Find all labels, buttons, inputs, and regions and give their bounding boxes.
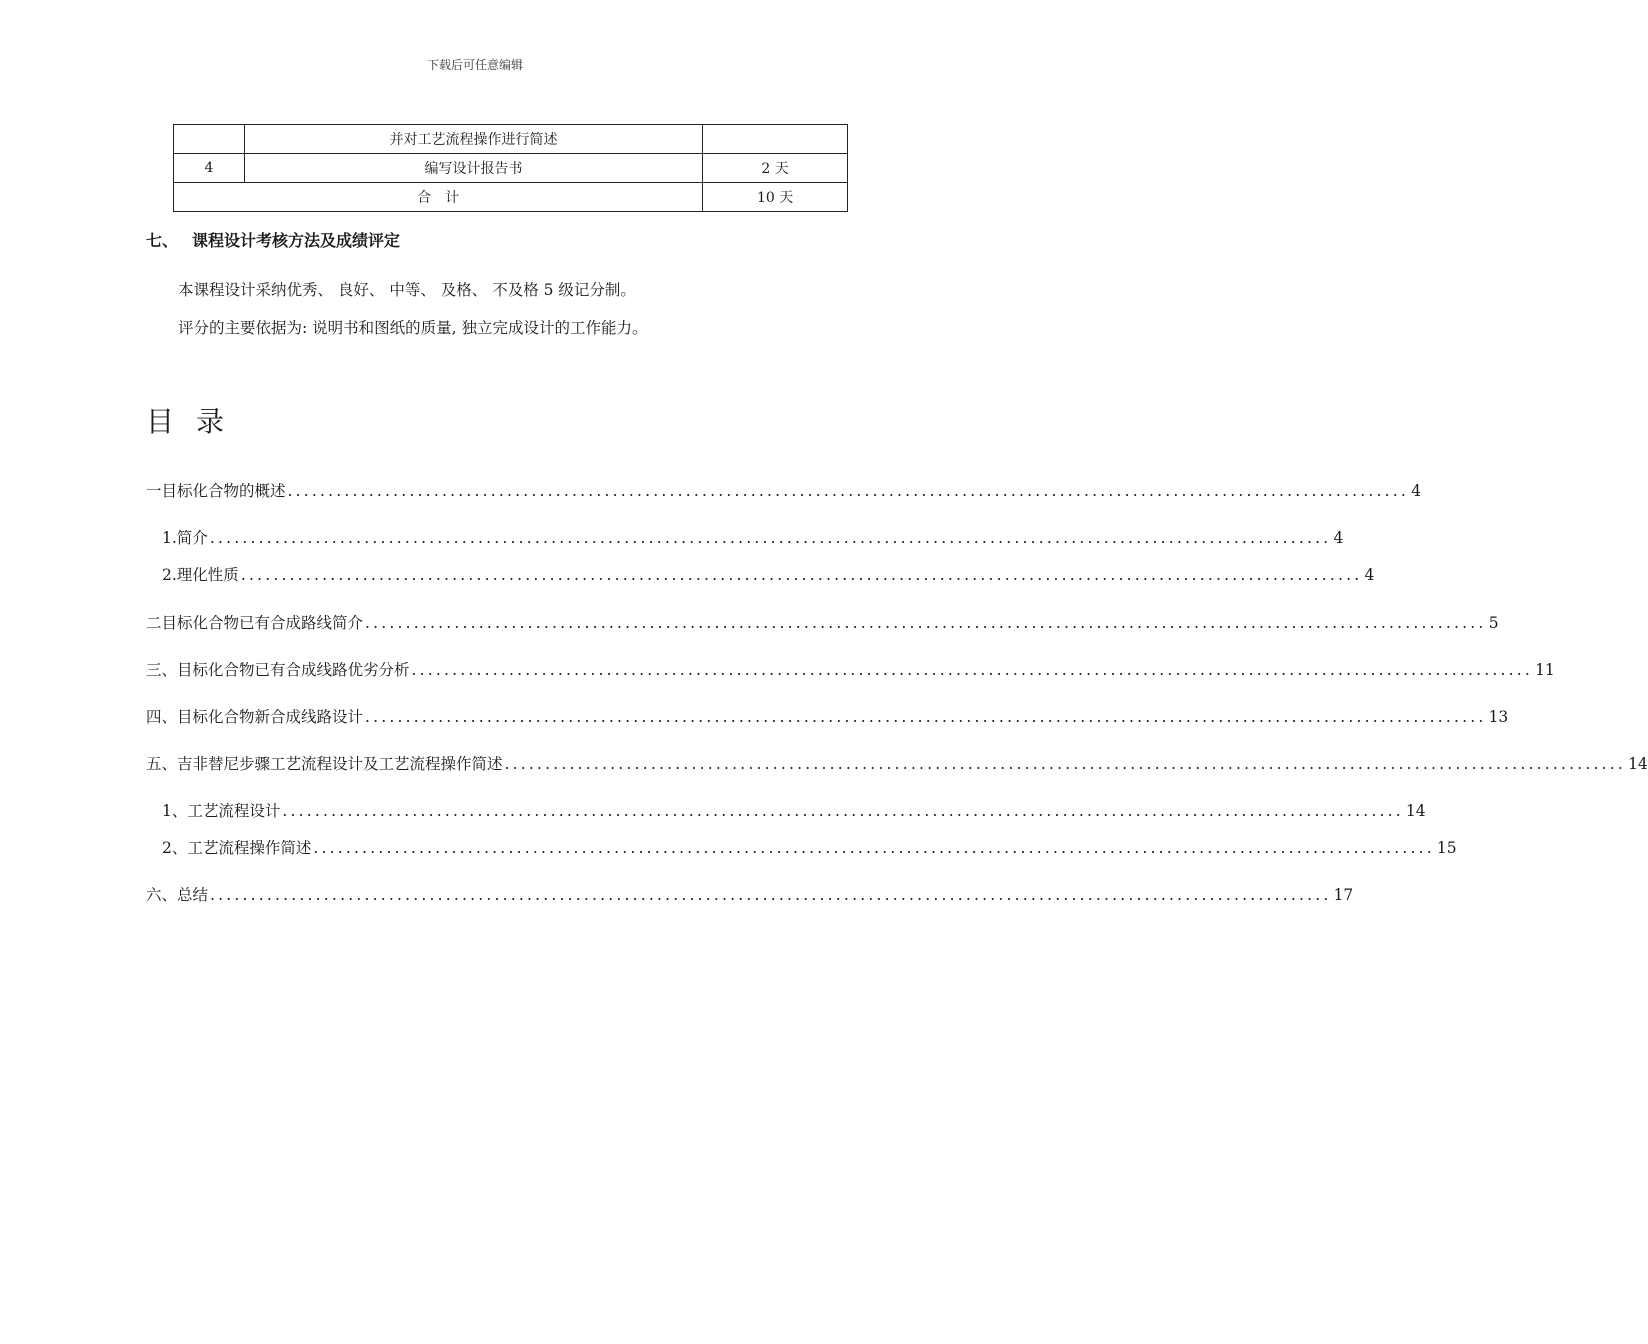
table-row bbox=[174, 125, 848, 154]
toc-entry-page: 15 bbox=[1436, 839, 1457, 857]
toc-entry-page: 14 bbox=[1405, 802, 1426, 820]
table-total-label: 合 计 bbox=[174, 183, 703, 212]
table-cell-days bbox=[703, 125, 848, 154]
toc-entry[interactable] bbox=[146, 752, 1648, 774]
toc-entry-title: 目标化合物已有合成路线简介 bbox=[161, 614, 364, 632]
toc-entry-number: 二 bbox=[146, 614, 162, 632]
section-number: 七、 bbox=[146, 231, 179, 250]
toc-dot-leader: .......................................................................................................................................... bbox=[282, 802, 1404, 820]
toc-dot-leader: .......................................................................................................................................... bbox=[240, 566, 1363, 584]
toc-entry-title: 目标化合物新合成线路设计 bbox=[177, 708, 364, 726]
toc-entry-number: 2. bbox=[162, 566, 177, 584]
schedule-table bbox=[173, 124, 848, 212]
toc-entry[interactable] bbox=[162, 836, 1457, 858]
toc-entry-page: 11 bbox=[1535, 661, 1555, 679]
table-cell-number bbox=[174, 125, 245, 154]
toc-entry-number: 一 bbox=[146, 482, 162, 500]
toc-entry-page: 13 bbox=[1488, 708, 1509, 726]
table-cell-days: 2 天 bbox=[703, 154, 848, 183]
toc-dot-leader: .......................................................................................................................................... bbox=[411, 661, 1534, 679]
toc-entry-title: 工艺流程操作简述 bbox=[187, 839, 312, 857]
table-cell-task: 编写设计报告书 bbox=[244, 154, 702, 183]
table-cell-task: 并对工艺流程操作进行简述 bbox=[244, 125, 702, 154]
table-row bbox=[174, 154, 848, 183]
toc-dot-leader: .......................................................................................................................................... bbox=[210, 886, 1332, 904]
toc-title: 目录 bbox=[146, 405, 247, 438]
toc-entry-title: 目标化合物的概述 bbox=[161, 482, 286, 500]
grading-paragraph: 本课程设计采纳优秀、 良好、 中等、 及格、 不及格 5 级记分制。 bbox=[178, 281, 636, 299]
toc-entry[interactable] bbox=[162, 526, 1344, 548]
toc-entry[interactable] bbox=[146, 705, 1509, 727]
section-heading bbox=[146, 228, 400, 251]
toc-entry[interactable] bbox=[162, 799, 1426, 821]
toc-entry-title: 工艺流程设计 bbox=[187, 802, 281, 820]
toc-entry-page: 4 bbox=[1364, 566, 1375, 584]
toc-entry[interactable] bbox=[162, 563, 1375, 585]
toc-entry-page: 17 bbox=[1333, 886, 1354, 904]
toc-entry-number: 五、 bbox=[146, 755, 178, 773]
toc-dot-leader: .......................................................................................................................................... bbox=[504, 755, 1627, 773]
toc-entry-page: 5 bbox=[1488, 614, 1499, 632]
toc-entry-page: 4 bbox=[1333, 529, 1344, 547]
toc-dot-leader: .......................................................................................................................................... bbox=[287, 482, 1410, 500]
toc-entry-title: 总结 bbox=[177, 886, 209, 904]
table-total-days: 10 天 bbox=[703, 183, 848, 212]
toc-entry[interactable] bbox=[146, 479, 1422, 501]
toc-entry-title: 吉非替尼步骤工艺流程设计及工艺流程操作简述 bbox=[177, 755, 503, 773]
toc-entry-number: 三、 bbox=[146, 661, 178, 679]
toc-entry-page: 4 bbox=[1411, 482, 1422, 500]
criteria-paragraph: 评分的主要依据为: 说明书和图纸的质量, 独立完成设计的工作能力。 bbox=[178, 319, 648, 337]
toc-entry[interactable] bbox=[146, 883, 1354, 905]
toc-entry-number: 1、 bbox=[162, 802, 188, 820]
toc-dot-leader: .......................................................................................................................................... bbox=[313, 839, 1435, 857]
toc-dot-leader: .......................................................................................................................................... bbox=[365, 614, 1487, 632]
toc-entry-number: 四、 bbox=[146, 708, 178, 726]
header-note: 下载后可任意编辑 bbox=[426, 58, 523, 72]
toc-dot-leader: .......................................................................................................................................... bbox=[365, 708, 1487, 726]
toc-entry[interactable] bbox=[146, 611, 1499, 633]
toc-entry-page: 14 bbox=[1628, 755, 1648, 773]
toc-entry-number: 六、 bbox=[146, 886, 178, 904]
toc-entry-number: 2、 bbox=[162, 839, 188, 857]
toc-entry[interactable] bbox=[146, 658, 1555, 680]
toc-dot-leader: .......................................................................................................................................... bbox=[209, 529, 1332, 547]
table-total-row bbox=[174, 183, 848, 212]
toc-entry-number: 1. bbox=[162, 529, 177, 547]
section-title: 课程设计考核方法及成绩评定 bbox=[192, 231, 401, 250]
table-cell-number: 4 bbox=[174, 154, 245, 183]
toc-entry-title: 目标化合物已有合成线路优劣分析 bbox=[177, 661, 410, 679]
toc-entry-title: 理化性质 bbox=[176, 566, 239, 584]
toc-entry-title: 简介 bbox=[176, 529, 208, 547]
